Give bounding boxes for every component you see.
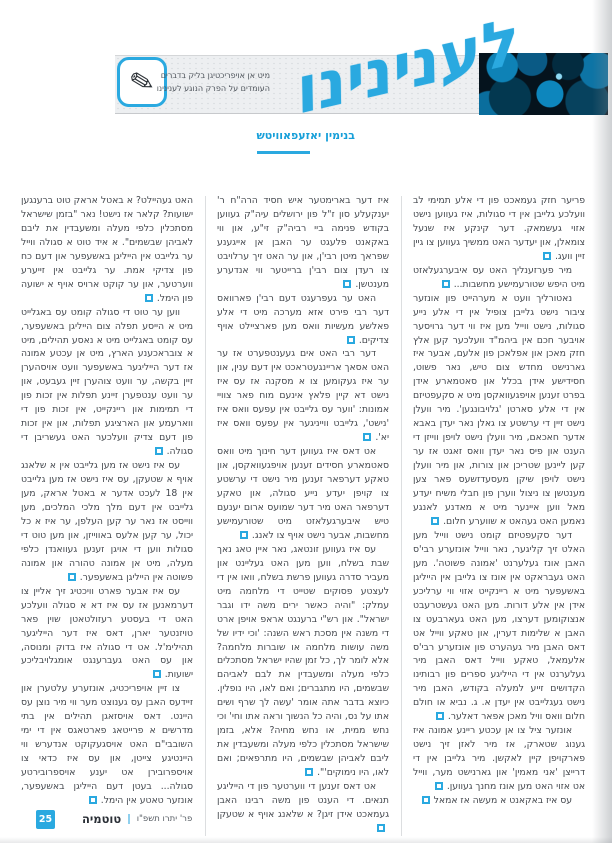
tagline-line-1: מיט אן אויפריכטיגן בליק בדברים xyxy=(160,71,270,80)
article-paragraph: דער רבי האט אים געענטפערט אז ער האט אסאך אריינגעטראכט אין דעם ענין, און ער איז געקומען צו א מסקנה אז עס איז נישט דא קיין פלאץ אינעם מוח פאר צוויי אמונות: 'ווער עס גלייבט אין עפעס וואס איז 'נישט', גלייבט ווייניגער אין עפעס וואס איז יא'. xyxy=(217,348,389,444)
article-paragraph: נאטורליך וועט א מערהייט פון אונזער ציבור נישט גלייבן צופיל אין די אלע נייע סגולות, נישט ווייל מען איז ווי דער גרויסער אויבער חכם אין ביהמ"ד וועלכער קען אלץ חזק מאכן און אפלאכן פון אלעם, אבער איז גארנישט מחדש צום טיש, נאר פשוט, חסידישע אידן בכלל און סאטמארע אידן בפרט זענען אויפגעוואקסן מיט א סקעפטיזם אין די אלע סארטן 'גלויבונגען'. מיר וועלן נישט זיין די ערשטע צו גאלן נאר יעדן באבא אדער חאכאם, מיר וועלן נישט לויפן ווייזן די הענט און פיס נאר יעדן וואס זאגט אז ער קען ליינען שטריכן און צורות, און מיר וועלן נישט לויפן שיקן מעסעדזשעס פאר צען מענטשן צו ניצול ווערן פון חבלי משיח יעדע מאל ווען איינער מיט א מאדנע לאנגע נאמען האט געהאט א שווערע חלום. xyxy=(413,292,585,527)
article-paragraph: דער סקעפטיזם קומט נישט ווייל מען האלט זיך קליגער, נאר ווייל אונזערע רבי'ס האבן אונז געלערנט 'אמונה פשוטה'. מען האט געבראקט אין אונז צו גלייבן אין הייליגן באשעפער מיט א ריינקייט אזוי ווי ערליכע אידן אין אלע דורות. מען האט געשטרעבט אנצוקומען דערצו, מען האט געארבעט צו האבן א שלימות דערין, און טאקע ווייל אט דאס האבן מיר געהערט פון אונזערע רבי'ס אלעמאל, טאקע ווייל דאס האבן מיר געלערנט אין די הייליגע ספרים פון רבותינו הקדושים זייע למעלה בקודש, האבן מיר נישט געגלייבט אין יעדן א. ג. נביא או חולם חלום וואס וויל מאכן אפאר דאלער. xyxy=(413,529,585,723)
article-end-marker xyxy=(442,280,450,288)
article-paragraph: אט דאס זענען די ווערטער פון די הייליגע תנאים. די הענט פון משה רבינו האבן געמאכט אידן זיגן? א שלאנג אויף א שטעקן xyxy=(217,780,389,836)
tagline-line-2: העומדים על הפרק הנוגע לענינינו xyxy=(156,83,270,93)
article-paragraph: עס איז אבער פארט וויכטיג זיך אליין צו דערמאנען אז עס איז דא א סגולה וועלכע האט די בעסטע רעזולטאטן שוין פאר טויזנטער יארן, דאס איז דער הייליגער תהילימ'ל. אט די סגולה איז בדוק ומנוסה, און עס האט געברענגט אומגלויבליכע ישועות. xyxy=(21,585,193,681)
header-photo xyxy=(479,53,608,115)
magazine-name: טוטמיה xyxy=(82,812,122,826)
column-divider xyxy=(401,196,402,836)
column-title-script: לענינינו xyxy=(296,3,520,131)
byline-underline xyxy=(257,151,310,154)
article-end-marker xyxy=(435,782,443,790)
article-end-marker xyxy=(343,280,351,288)
article-paragraph: עס איז נישט אז מען גלייבט אין א שלאנג אויף א שטעקן, עס איז נישט אז מען גלייבט אין 18 לעכט אדער א באטל אראק, מען גלייבט אין דעם מלך מלכי המלכים, מען ווייסט אז נאר ער קען העלפן, ער איז א כל יכול, ער קען אלעס באווייזן, און מען טוט די סגולות ווען די אויגן זענען געוואנדן כלפי מעלה, מיט אן אמונה טהורה און אמונה פשוטה אין הייליגן באשעפער. xyxy=(21,460,193,583)
article-end-marker xyxy=(240,531,248,539)
article-paragraph: פריער חזק געמאכט פון די אלע תמימי לב וועלכע גלייבן אין די סגולות, איז געווען נישט אזוי געשמאק. דער קינקע איז שנעל צומאלן, און יעדער האט ממשיך געווען צו גיין זיין וועג. xyxy=(413,195,585,262)
article-end-marker xyxy=(431,517,439,525)
article-column-left xyxy=(21,194,193,836)
column-tagline xyxy=(156,70,270,95)
article-paragraph: עס איז באקאנט א מעשה אז אמאל xyxy=(413,794,585,808)
article-paragraph: האט ער געפרעגט דעם רבי'ן פארוואס דער רבי פירט אזא מערכה מיט די אלע פאלשע מעשיות וואס מען פארציילט אויף צדיקים. xyxy=(217,292,389,346)
article-end-marker xyxy=(68,573,76,581)
article-paragraph: מיר פערזענליך האט עס איבערגעלאזט מיט היפש שטורעמישע מחשבות... xyxy=(413,264,585,290)
page-edge-shading-bottom xyxy=(0,837,612,843)
article-end-marker xyxy=(422,796,430,804)
article-column-right xyxy=(413,194,585,836)
page-footer xyxy=(36,808,192,830)
page-number-badge: 25 xyxy=(36,810,55,829)
article-end-marker xyxy=(377,824,385,832)
article-end-marker xyxy=(436,712,444,720)
article-end-marker xyxy=(347,336,355,344)
article-paragraph: ווען ער טוט די סגולה קומט עס באגלייט מיט א הייסע תפלה צום הייליגן באשעפער, עס קומט באגלייט מיט א נאסע תהילים, מיט א צובראכענע הארץ, מיט אן עכטע אמונה אז דער הייליגער באשעפער וועט אויסהערן זיין בקשה, ער וועט צוהערן זיין געבעט, און ער וועט ענטפערן זיינע תפלות אין זכות פון די תמימות און ריינקייט, אין זכות פון די ווארעמע און הארציגע תפלות, און אין זכות פון דעם צדיק וועלכער האט געשריבן די סגולה. xyxy=(21,306,193,458)
article-paragraph: אונזער ציל צו אן עכטע ריינע אמונה איז גענוג שטארק, אז מיר לאזן זיך נישט פארקויפן קיין לאקשן. מיר גלייבן אין די דרייצן 'אני מאמין' און גארנישט מער, ווייל אט אזוי האט מען אונז מחנך געווען. xyxy=(413,725,585,793)
article-paragraph: אט דאס איז געווען דער חינוך מיט וואס סאטמארע חסידים זענען אויפגעוואקסן, און טאקע דערפאר זענען מיר נישט די ערשטע צו קויפן יעדע נייע סגולה, און טאקע דערפאר האט מיר דער שמועס ארום יענעם טיש איבערגעלאזט מיט שטורעמישע מחשבות, אבער נישט אויף צו לאנג. xyxy=(217,446,389,541)
article-body xyxy=(21,194,585,836)
article-end-marker xyxy=(145,294,153,302)
article-end-marker xyxy=(89,796,97,804)
author-byline: בנימין יאזעפאוויטש xyxy=(256,129,355,142)
article-paragraph: צו זיין אויפריכטיג, אונזערע עלטערן און זיידעס האבן עס גענוצט מער ווי מיר נוצן עס היינט. דאס אויסזאגן תהילים אין בתי מדרשים א פרייטאג פארטאגס אין די ימי השובבי"ם האט אויסגעקוקט אנדערש ווי היינטיגע צייטן, און עס איז כדאי צו אויספרובירן אט יענע אויספרובירטע סגולה... בעטן דעם הייליגן באשעפער, אונזער טאטע אין הימל. xyxy=(21,683,193,806)
footer-divider xyxy=(128,814,130,824)
article-paragraph: איז דער בארימטער איש חסיד הרה"ח ר' יענקעלע סון ז"ל פון ירושלים עיה"ק געווען בקודש פנימה ביי רביה"ק זי"ע, און ווי באקאנט פלעגט ער האבן אן אייגענע שפראך מיטן רבי'ן, און ער האט זיך ערלויבט צו רעדן צום רבי'ן ברייטער ווי אנדערע מענטשן. xyxy=(217,195,389,290)
article-paragraph: עס איז געווען זונטאג, נאר איין טאג נאך שבת בשלח, ווען מען האט געליינט און מעביר סדרה געווען פרשת בשלח, וואו אין די לעצטע פסוקים שטייט די מלחמה מיט עמלק: "והיה כאשר ירים משה ידו וגבר ישראל". און רש"י ברענגט אראפ אויפן ארט די משנה אין מסכת ראש השנה: 'וכי ידיו של משה עושות מלחמה או שוברות מלחמה? אלא לומר לך, כל זמן שהיו ישראל מסתכלים כלפי מעלה ומשעבדין את לבם לאביהם שבשמים, היו מתגברים; ואם לאו, היו נופלין. כיוצא בדבר אתה אומר 'עשה לך שרף ושים אתו על נס, והיה כל הנשוך וראה אתו וחי' וכי נחש ממית, או נחש מחיה? אלא, בזמן שישראל מסתכלין כלפי מעלה ומשעבדין את ליבם לאביהן שבשמים, היו מתרפאים; ואם לאו, היו נימוקים'". xyxy=(217,543,389,779)
article-end-marker xyxy=(543,252,551,260)
article-column-middle xyxy=(217,194,389,836)
article-paragraph: האט געהיילט? א באטל אראק טוט ברענגען ישועות? קלאר אז נישט! נאר "בזמן שישראל מסתכלין כלפי מעלה ומשעבדין את ליבם לאביהן שבשמים". א איד טוט א סגולה ווייל ער גלייבט אין הייליגן באשעפער און דעם כח פון צדיקי אמת. ער גלייבט אין זייערע ווערטער, און ער קוקט ארויס אויף א ישועה פון הימל. xyxy=(21,195,193,304)
issue-label: פר' יתרו תשפ"ו xyxy=(136,814,193,824)
article-end-marker xyxy=(363,433,371,441)
page-edge-shading-right xyxy=(592,0,612,843)
pencil-icon: ✎ xyxy=(125,62,158,101)
article-end-marker xyxy=(153,670,161,678)
column-divider xyxy=(205,196,206,836)
article-end-marker xyxy=(155,447,163,455)
article-end-marker xyxy=(305,768,313,776)
